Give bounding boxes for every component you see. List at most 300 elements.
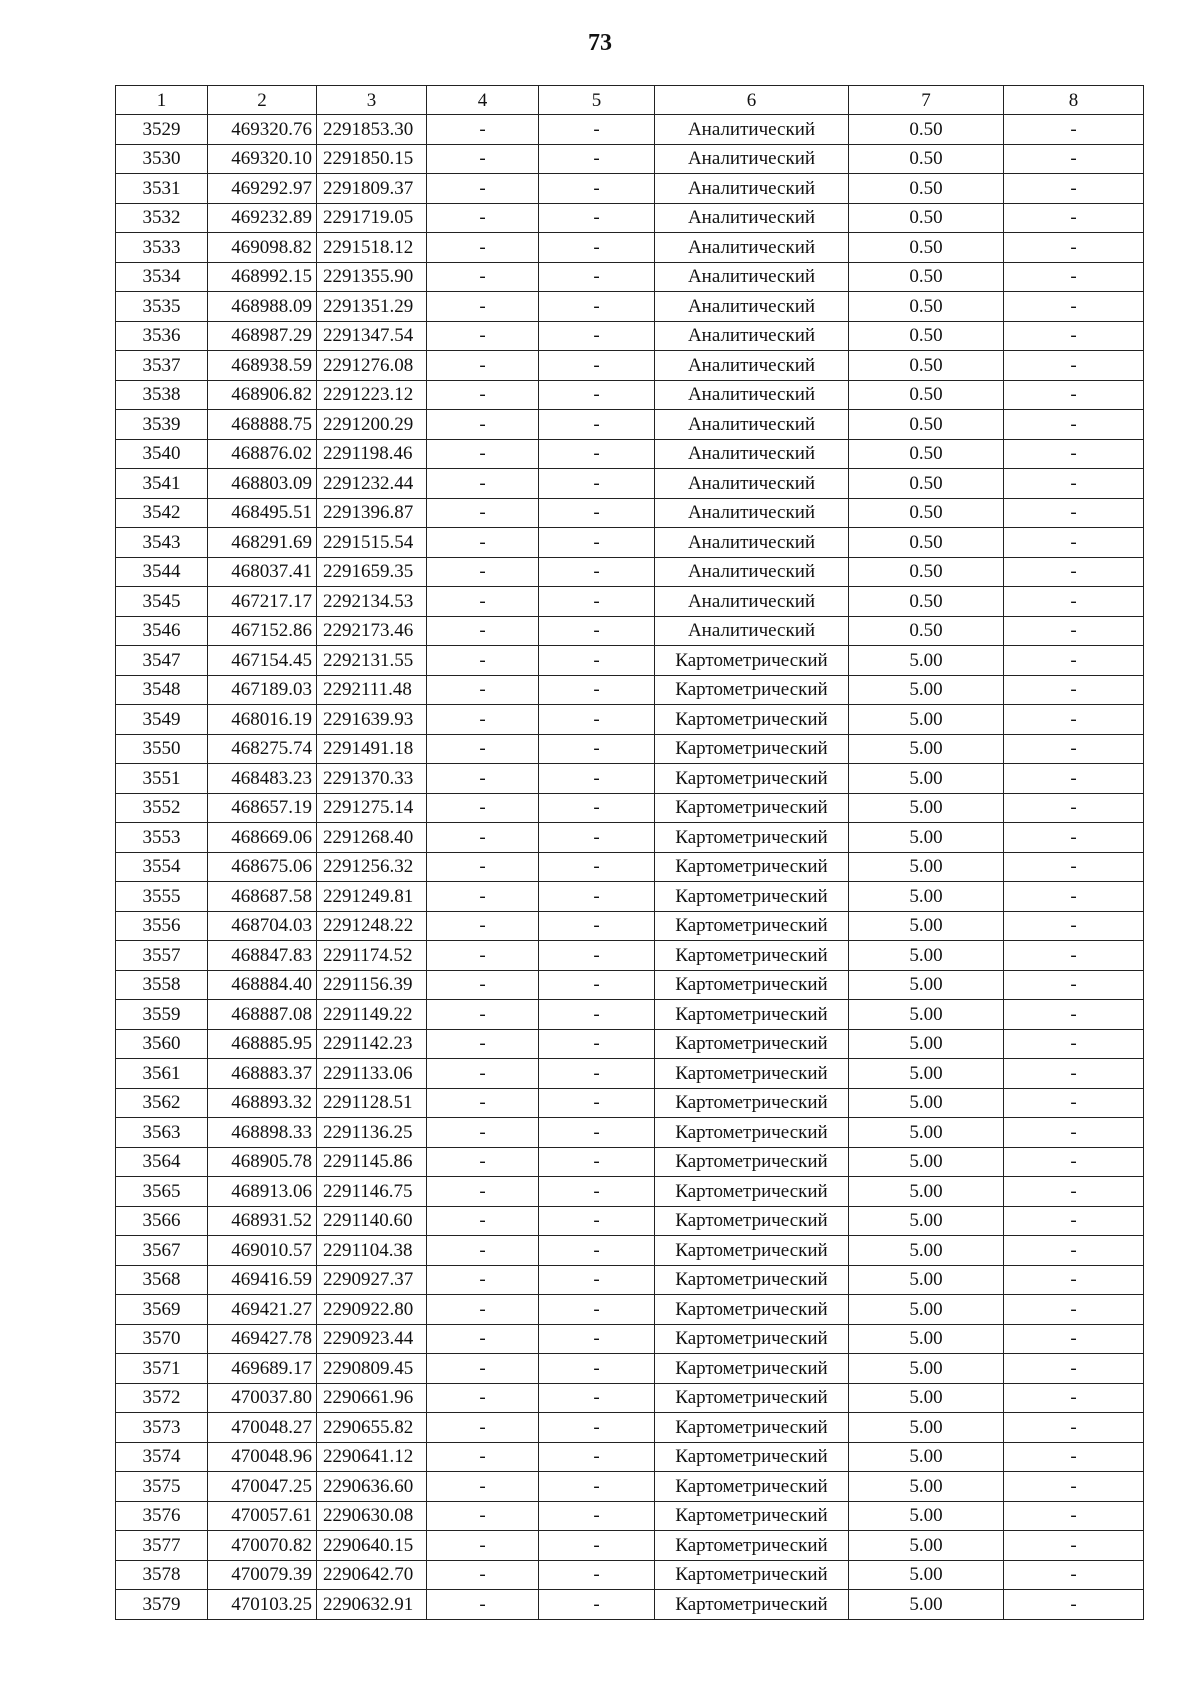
table-cell: - bbox=[1004, 587, 1144, 617]
table-cell: Аналитический bbox=[655, 616, 849, 646]
table-cell: - bbox=[1004, 705, 1144, 735]
table-cell: - bbox=[427, 852, 539, 882]
table-cell: - bbox=[539, 852, 655, 882]
table-cell: 3565 bbox=[116, 1177, 208, 1207]
table-row bbox=[116, 233, 1144, 263]
table-cell: 2291268.40 bbox=[317, 823, 427, 853]
table-cell: 468884.40 bbox=[208, 970, 317, 1000]
table-row bbox=[116, 174, 1144, 204]
table-cell: - bbox=[539, 1383, 655, 1413]
table-cell: - bbox=[1004, 734, 1144, 764]
table-cell: 2291659.35 bbox=[317, 557, 427, 587]
table-cell: 3544 bbox=[116, 557, 208, 587]
table-cell: 2291491.18 bbox=[317, 734, 427, 764]
table-cell: 5.00 bbox=[849, 675, 1004, 705]
table-cell: 0.50 bbox=[849, 115, 1004, 145]
table-cell: Картометрический bbox=[655, 1059, 849, 1089]
table-body bbox=[116, 115, 1144, 1620]
table-cell: Картометрический bbox=[655, 1295, 849, 1325]
table-cell: 3531 bbox=[116, 174, 208, 204]
table-cell: - bbox=[1004, 410, 1144, 440]
table-cell: - bbox=[1004, 1413, 1144, 1443]
table-cell: 2290641.12 bbox=[317, 1442, 427, 1472]
table-row bbox=[116, 1206, 1144, 1236]
table-cell: 468888.75 bbox=[208, 410, 317, 440]
table-cell: 3561 bbox=[116, 1059, 208, 1089]
table-cell: 3566 bbox=[116, 1206, 208, 1236]
table-cell: 2291200.29 bbox=[317, 410, 427, 440]
table-cell: 3529 bbox=[116, 115, 208, 145]
table-cell: 468291.69 bbox=[208, 528, 317, 558]
table-cell: - bbox=[427, 262, 539, 292]
table-cell: - bbox=[1004, 144, 1144, 174]
table-cell: 2292131.55 bbox=[317, 646, 427, 676]
table-cell: 469416.59 bbox=[208, 1265, 317, 1295]
table-cell: 3539 bbox=[116, 410, 208, 440]
table-cell: - bbox=[427, 1560, 539, 1590]
table-cell: - bbox=[1004, 823, 1144, 853]
table-cell: - bbox=[427, 469, 539, 499]
table-cell: - bbox=[1004, 115, 1144, 145]
header-cell: 2 bbox=[208, 86, 317, 115]
table-cell: Аналитический bbox=[655, 174, 849, 204]
table-cell: 2291128.51 bbox=[317, 1088, 427, 1118]
table-cell: 5.00 bbox=[849, 705, 1004, 735]
table-cell: 0.50 bbox=[849, 557, 1004, 587]
table-cell: 3564 bbox=[116, 1147, 208, 1177]
table-cell: 468992.15 bbox=[208, 262, 317, 292]
table-row bbox=[116, 941, 1144, 971]
table-cell: - bbox=[539, 1590, 655, 1620]
table-cell: 2290922.80 bbox=[317, 1295, 427, 1325]
table-cell: - bbox=[539, 351, 655, 381]
table-cell: 3546 bbox=[116, 616, 208, 646]
table-cell: - bbox=[1004, 1472, 1144, 1502]
table-cell: Картометрический bbox=[655, 1442, 849, 1472]
table-cell: - bbox=[427, 1118, 539, 1148]
table-cell: - bbox=[427, 734, 539, 764]
table-row bbox=[116, 882, 1144, 912]
table-cell: 3537 bbox=[116, 351, 208, 381]
table-row bbox=[116, 1383, 1144, 1413]
table-cell: 5.00 bbox=[849, 1088, 1004, 1118]
table-cell: - bbox=[427, 675, 539, 705]
table-cell: - bbox=[539, 587, 655, 617]
table-cell: - bbox=[427, 1265, 539, 1295]
table-row bbox=[116, 1088, 1144, 1118]
table-cell: Аналитический bbox=[655, 498, 849, 528]
table-cell: - bbox=[539, 1531, 655, 1561]
table-cell: Картометрический bbox=[655, 823, 849, 853]
table-cell: 3570 bbox=[116, 1324, 208, 1354]
table-row bbox=[116, 1472, 1144, 1502]
table-cell: Аналитический bbox=[655, 321, 849, 351]
table-cell: - bbox=[539, 1265, 655, 1295]
table-cell: 3574 bbox=[116, 1442, 208, 1472]
table-row bbox=[116, 528, 1144, 558]
table-cell: - bbox=[539, 1177, 655, 1207]
table-cell: - bbox=[1004, 1590, 1144, 1620]
table-row bbox=[116, 1501, 1144, 1531]
table-cell: - bbox=[539, 911, 655, 941]
table-cell: - bbox=[539, 321, 655, 351]
table-cell: - bbox=[539, 174, 655, 204]
table-cell: 2291156.39 bbox=[317, 970, 427, 1000]
table-cell: - bbox=[539, 1354, 655, 1384]
table-cell: Картометрический bbox=[655, 1531, 849, 1561]
table-cell: 470047.25 bbox=[208, 1472, 317, 1502]
table-cell: - bbox=[427, 1531, 539, 1561]
table-cell: - bbox=[1004, 616, 1144, 646]
table-cell: - bbox=[539, 1236, 655, 1266]
table-cell: 0.50 bbox=[849, 380, 1004, 410]
table-cell: Картометрический bbox=[655, 1236, 849, 1266]
table-row bbox=[116, 557, 1144, 587]
table-cell: - bbox=[539, 675, 655, 705]
table-cell: 2291396.87 bbox=[317, 498, 427, 528]
table-cell: - bbox=[539, 1059, 655, 1089]
table-cell: 468657.19 bbox=[208, 793, 317, 823]
table-row bbox=[116, 1000, 1144, 1030]
table-row bbox=[116, 321, 1144, 351]
table-cell: - bbox=[539, 793, 655, 823]
table-cell: 2291146.75 bbox=[317, 1177, 427, 1207]
table-cell: 469689.17 bbox=[208, 1354, 317, 1384]
table-cell: 5.00 bbox=[849, 1000, 1004, 1030]
table-cell: 2291104.38 bbox=[317, 1236, 427, 1266]
table-cell: 468803.09 bbox=[208, 469, 317, 499]
table-cell: - bbox=[539, 1029, 655, 1059]
table-cell: 3538 bbox=[116, 380, 208, 410]
header-cell: 1 bbox=[116, 86, 208, 115]
table-row bbox=[116, 1265, 1144, 1295]
table-cell: - bbox=[1004, 469, 1144, 499]
table-cell: 3563 bbox=[116, 1118, 208, 1148]
table-cell: - bbox=[1004, 911, 1144, 941]
table-cell: Картометрический bbox=[655, 1088, 849, 1118]
header-cell: 4 bbox=[427, 86, 539, 115]
table-cell: 5.00 bbox=[849, 1059, 1004, 1089]
table-cell: 3548 bbox=[116, 675, 208, 705]
table-row bbox=[116, 1177, 1144, 1207]
table-cell: 2291347.54 bbox=[317, 321, 427, 351]
table-cell: 2290809.45 bbox=[317, 1354, 427, 1384]
table-cell: 3573 bbox=[116, 1413, 208, 1443]
table-row bbox=[116, 675, 1144, 705]
table-row bbox=[116, 1118, 1144, 1148]
table-cell: - bbox=[539, 882, 655, 912]
table-cell: Картометрический bbox=[655, 1177, 849, 1207]
table-cell: 3533 bbox=[116, 233, 208, 263]
table-cell: 468887.08 bbox=[208, 1000, 317, 1030]
table-cell: 0.50 bbox=[849, 292, 1004, 322]
table-row bbox=[116, 587, 1144, 617]
table-cell: - bbox=[427, 1472, 539, 1502]
table-cell: 3560 bbox=[116, 1029, 208, 1059]
table-row bbox=[116, 380, 1144, 410]
table-cell: 2291149.22 bbox=[317, 1000, 427, 1030]
table-cell: Картометрический bbox=[655, 764, 849, 794]
table-cell: 5.00 bbox=[849, 941, 1004, 971]
table-row bbox=[116, 262, 1144, 292]
table-cell: - bbox=[427, 1383, 539, 1413]
table-cell: - bbox=[539, 1000, 655, 1030]
table-cell: 468483.23 bbox=[208, 764, 317, 794]
table-cell: Аналитический bbox=[655, 115, 849, 145]
table-cell: - bbox=[427, 793, 539, 823]
table-cell: 2290636.60 bbox=[317, 1472, 427, 1502]
table-cell: Картометрический bbox=[655, 675, 849, 705]
table-cell: - bbox=[1004, 557, 1144, 587]
header-cell: 7 bbox=[849, 86, 1004, 115]
table-cell: Картометрический bbox=[655, 1029, 849, 1059]
table-cell: - bbox=[427, 1000, 539, 1030]
table-cell: 5.00 bbox=[849, 793, 1004, 823]
table-cell: 2291140.60 bbox=[317, 1206, 427, 1236]
table-cell: 0.50 bbox=[849, 174, 1004, 204]
table-cell: - bbox=[1004, 1147, 1144, 1177]
table-cell: - bbox=[427, 528, 539, 558]
table-cell: - bbox=[427, 203, 539, 233]
table-cell: Аналитический bbox=[655, 439, 849, 469]
table-cell: 5.00 bbox=[849, 1560, 1004, 1590]
table-cell: Картометрический bbox=[655, 1206, 849, 1236]
table-cell: - bbox=[427, 115, 539, 145]
table-cell: 2290923.44 bbox=[317, 1324, 427, 1354]
table-cell: - bbox=[427, 764, 539, 794]
table-cell: - bbox=[427, 557, 539, 587]
table-cell: 0.50 bbox=[849, 144, 1004, 174]
table-cell: 2291515.54 bbox=[317, 528, 427, 558]
table-cell: 5.00 bbox=[849, 1354, 1004, 1384]
table-cell: 0.50 bbox=[849, 469, 1004, 499]
table-cell: - bbox=[1004, 764, 1144, 794]
coordinates-table bbox=[115, 85, 1144, 1620]
table-row bbox=[116, 1236, 1144, 1266]
table-cell: 470070.82 bbox=[208, 1531, 317, 1561]
table-cell: - bbox=[1004, 1354, 1144, 1384]
table-cell: Картометрический bbox=[655, 1472, 849, 1502]
table-cell: 2291355.90 bbox=[317, 262, 427, 292]
table-cell: 468704.03 bbox=[208, 911, 317, 941]
table-cell: 3542 bbox=[116, 498, 208, 528]
table-cell: 468669.06 bbox=[208, 823, 317, 853]
table-cell: 3552 bbox=[116, 793, 208, 823]
table-cell: 2291850.15 bbox=[317, 144, 427, 174]
table-cell: 2291174.52 bbox=[317, 941, 427, 971]
table-cell: Аналитический bbox=[655, 351, 849, 381]
table-cell: - bbox=[539, 1206, 655, 1236]
table-cell: - bbox=[1004, 1324, 1144, 1354]
table-cell: 470048.27 bbox=[208, 1413, 317, 1443]
table-cell: Картометрический bbox=[655, 1324, 849, 1354]
table-cell: - bbox=[1004, 793, 1144, 823]
table-cell: - bbox=[539, 823, 655, 853]
table-cell: - bbox=[539, 233, 655, 263]
table-cell: Картометрический bbox=[655, 852, 849, 882]
table-cell: 3530 bbox=[116, 144, 208, 174]
table-cell: 470037.80 bbox=[208, 1383, 317, 1413]
table-cell: 2291351.29 bbox=[317, 292, 427, 322]
table-cell: 470103.25 bbox=[208, 1590, 317, 1620]
table-cell: 468847.83 bbox=[208, 941, 317, 971]
table-row bbox=[116, 115, 1144, 145]
table-cell: - bbox=[1004, 1560, 1144, 1590]
table-row bbox=[116, 1413, 1144, 1443]
table-cell: 469010.57 bbox=[208, 1236, 317, 1266]
table-cell: 3572 bbox=[116, 1383, 208, 1413]
table-cell: - bbox=[539, 734, 655, 764]
table-cell: Аналитический bbox=[655, 144, 849, 174]
table-cell: - bbox=[1004, 1383, 1144, 1413]
table-row bbox=[116, 1442, 1144, 1472]
table-cell: Картометрический bbox=[655, 1000, 849, 1030]
table-cell: - bbox=[1004, 174, 1144, 204]
table-cell: 3534 bbox=[116, 262, 208, 292]
table-cell: 5.00 bbox=[849, 646, 1004, 676]
table-row bbox=[116, 616, 1144, 646]
table-cell: 2291853.30 bbox=[317, 115, 427, 145]
table-cell: 3554 bbox=[116, 852, 208, 882]
table-cell: 3558 bbox=[116, 970, 208, 1000]
table-cell: 3579 bbox=[116, 1590, 208, 1620]
table-row bbox=[116, 852, 1144, 882]
table-cell: - bbox=[539, 941, 655, 971]
table-cell: 468893.32 bbox=[208, 1088, 317, 1118]
table-cell: 2291639.93 bbox=[317, 705, 427, 735]
table-cell: 3576 bbox=[116, 1501, 208, 1531]
table-cell: - bbox=[539, 1147, 655, 1177]
header-row bbox=[116, 86, 1144, 115]
table-cell: - bbox=[427, 174, 539, 204]
table-cell: 467154.45 bbox=[208, 646, 317, 676]
table-cell: - bbox=[539, 646, 655, 676]
table-cell: - bbox=[427, 321, 539, 351]
table-cell: 5.00 bbox=[849, 1442, 1004, 1472]
table-row bbox=[116, 410, 1144, 440]
table-cell: 469292.97 bbox=[208, 174, 317, 204]
table-cell: Аналитический bbox=[655, 292, 849, 322]
table-cell: 5.00 bbox=[849, 1265, 1004, 1295]
table-cell: 3543 bbox=[116, 528, 208, 558]
table-cell: - bbox=[1004, 1531, 1144, 1561]
table-cell: - bbox=[427, 439, 539, 469]
table-cell: 5.00 bbox=[849, 1118, 1004, 1148]
table-cell: - bbox=[427, 233, 539, 263]
table-row bbox=[116, 1059, 1144, 1089]
table-cell: - bbox=[427, 1029, 539, 1059]
table-cell: 2290655.82 bbox=[317, 1413, 427, 1443]
table-cell: - bbox=[539, 1295, 655, 1325]
table-cell: - bbox=[1004, 321, 1144, 351]
table-cell: 468037.41 bbox=[208, 557, 317, 587]
header-cell: 5 bbox=[539, 86, 655, 115]
table-cell: Картометрический bbox=[655, 1354, 849, 1384]
table-row bbox=[116, 646, 1144, 676]
table-cell: 5.00 bbox=[849, 1177, 1004, 1207]
table-cell: - bbox=[539, 380, 655, 410]
table-cell: - bbox=[539, 1560, 655, 1590]
table-cell: 5.00 bbox=[849, 1029, 1004, 1059]
table-row bbox=[116, 292, 1144, 322]
table-cell: 468987.29 bbox=[208, 321, 317, 351]
table-cell: 3559 bbox=[116, 1000, 208, 1030]
table-cell: - bbox=[1004, 351, 1144, 381]
table-row bbox=[116, 911, 1144, 941]
table-cell: Аналитический bbox=[655, 203, 849, 233]
table-cell: - bbox=[427, 1501, 539, 1531]
table-cell: - bbox=[539, 1088, 655, 1118]
table-cell: - bbox=[1004, 292, 1144, 322]
table-cell: 5.00 bbox=[849, 1206, 1004, 1236]
table-cell: 3562 bbox=[116, 1088, 208, 1118]
table-cell: 469098.82 bbox=[208, 233, 317, 263]
table-cell: 3555 bbox=[116, 882, 208, 912]
table-cell: 3553 bbox=[116, 823, 208, 853]
table-cell: - bbox=[427, 1147, 539, 1177]
table-cell: 3536 bbox=[116, 321, 208, 351]
table-cell: - bbox=[539, 1413, 655, 1443]
table-cell: 5.00 bbox=[849, 764, 1004, 794]
table-cell: Аналитический bbox=[655, 587, 849, 617]
table-cell: - bbox=[1004, 970, 1144, 1000]
table-cell: 0.50 bbox=[849, 351, 1004, 381]
table-cell: Аналитический bbox=[655, 469, 849, 499]
table-cell: - bbox=[539, 203, 655, 233]
table-cell: 470079.39 bbox=[208, 1560, 317, 1590]
table-row bbox=[116, 970, 1144, 1000]
table-cell: 468905.78 bbox=[208, 1147, 317, 1177]
table-cell: - bbox=[427, 1236, 539, 1266]
table-cell: - bbox=[427, 587, 539, 617]
table-cell: - bbox=[1004, 528, 1144, 558]
header-cell: 6 bbox=[655, 86, 849, 115]
table-row bbox=[116, 1324, 1144, 1354]
table-cell: 3545 bbox=[116, 587, 208, 617]
table-cell: 469320.10 bbox=[208, 144, 317, 174]
table-cell: - bbox=[539, 410, 655, 440]
table-cell: 2292173.46 bbox=[317, 616, 427, 646]
table-row bbox=[116, 469, 1144, 499]
table-cell: - bbox=[539, 144, 655, 174]
table-cell: - bbox=[1004, 233, 1144, 263]
table-cell: 468938.59 bbox=[208, 351, 317, 381]
table-cell: 5.00 bbox=[849, 823, 1004, 853]
table-cell: 5.00 bbox=[849, 1147, 1004, 1177]
table-cell: 5.00 bbox=[849, 1413, 1004, 1443]
table-cell: Картометрический bbox=[655, 1147, 849, 1177]
table-cell: - bbox=[1004, 1295, 1144, 1325]
table-cell: - bbox=[427, 823, 539, 853]
table-cell: - bbox=[1004, 675, 1144, 705]
table-row bbox=[116, 705, 1144, 735]
table-cell: - bbox=[539, 1501, 655, 1531]
table-cell: Картометрический bbox=[655, 646, 849, 676]
table-cell: 468883.37 bbox=[208, 1059, 317, 1089]
table-cell: - bbox=[539, 970, 655, 1000]
table-row bbox=[116, 1560, 1144, 1590]
table-cell: Картометрический bbox=[655, 1265, 849, 1295]
table-cell: 2290661.96 bbox=[317, 1383, 427, 1413]
table-cell: Картометрический bbox=[655, 793, 849, 823]
table-cell: - bbox=[1004, 1088, 1144, 1118]
table-cell: 467189.03 bbox=[208, 675, 317, 705]
table-cell: 5.00 bbox=[849, 734, 1004, 764]
table-cell: 2291275.14 bbox=[317, 793, 427, 823]
table-cell: 3549 bbox=[116, 705, 208, 735]
table-cell: 2291232.44 bbox=[317, 469, 427, 499]
table-cell: - bbox=[427, 911, 539, 941]
